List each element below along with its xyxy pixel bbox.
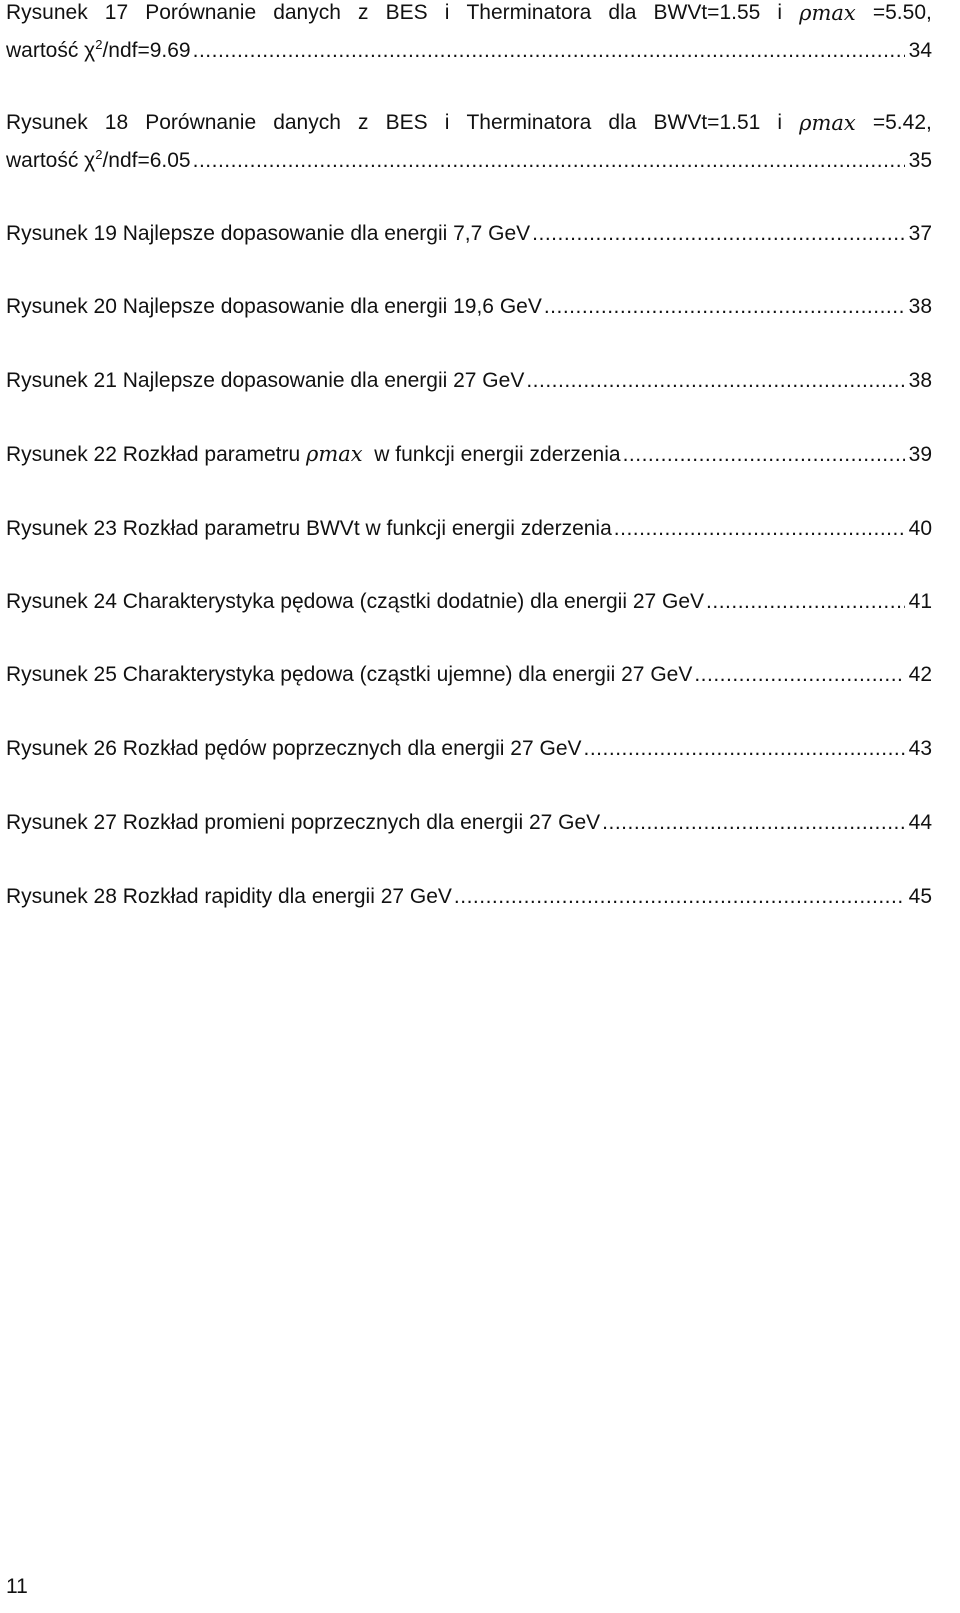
toc-page-number: 40 bbox=[908, 517, 932, 540]
toc-entry-line bbox=[6, 810, 932, 836]
toc-entry-26[interactable] bbox=[6, 736, 932, 762]
toc-entry-text: Rysunek 28 Rozkład rapidity dla energii 27 GeV bbox=[6, 885, 452, 908]
toc-entry-24[interactable] bbox=[6, 589, 932, 615]
toc-word: =5.42, bbox=[872, 111, 932, 134]
toc-word: i bbox=[777, 111, 783, 134]
dot-leader bbox=[532, 221, 904, 247]
dot-leader bbox=[614, 516, 905, 542]
toc-page-number: 35 bbox=[908, 149, 932, 172]
toc-word: BES bbox=[385, 1, 428, 24]
toc-text-part: /ndf=6.05 bbox=[102, 149, 191, 172]
toc-page-number: 37 bbox=[908, 222, 932, 245]
dot-leader bbox=[602, 810, 904, 836]
superscript: 2 bbox=[95, 147, 103, 162]
toc-word: =5.50, bbox=[872, 1, 932, 24]
toc-entry-line bbox=[6, 368, 932, 394]
toc-page-number: 45 bbox=[908, 885, 932, 908]
toc-page-number: 41 bbox=[908, 590, 932, 613]
toc-entry-28[interactable] bbox=[6, 884, 932, 910]
toc-entry-text: Rysunek 23 Rozkład parametru BWVt w funkcji energii zderzenia bbox=[6, 517, 612, 540]
toc-entry-text: Rysunek 27 Rozkład promieni poprzecznych dla energii 27 GeV bbox=[6, 811, 601, 834]
toc-entry-18-line-1 bbox=[6, 110, 932, 136]
toc-word: BES bbox=[385, 111, 428, 134]
dot-leader bbox=[623, 442, 905, 468]
toc-word: 17 bbox=[104, 1, 129, 24]
toc-entry-25[interactable] bbox=[6, 662, 932, 688]
toc-entry-line bbox=[6, 441, 932, 468]
toc-word: Rysunek bbox=[6, 1, 88, 24]
toc-word: dla bbox=[608, 1, 637, 24]
toc-page-number: 34 bbox=[908, 39, 932, 62]
toc-entry-23[interactable] bbox=[6, 516, 932, 542]
toc-word: Porównanie bbox=[145, 1, 257, 24]
toc-page-number: 44 bbox=[908, 811, 932, 834]
toc-entry-text bbox=[6, 148, 191, 174]
toc-entry-text: Rysunek 21 Najlepsze dopasowanie dla energii 27 GeV bbox=[6, 369, 525, 392]
toc-entry-21[interactable] bbox=[6, 368, 932, 394]
toc-page-number: 38 bbox=[908, 295, 932, 318]
toc-word: BWVt=1.51 bbox=[653, 111, 761, 134]
toc-entry-line bbox=[6, 294, 932, 320]
toc-entry-line bbox=[6, 516, 932, 542]
toc-word: dla bbox=[608, 111, 637, 134]
toc-page-number: 38 bbox=[908, 369, 932, 392]
toc-entry-19[interactable] bbox=[6, 221, 932, 247]
dot-leader bbox=[193, 148, 905, 174]
toc-word: i bbox=[777, 1, 783, 24]
toc-page-number: 42 bbox=[908, 663, 932, 686]
toc-entry-text bbox=[6, 38, 191, 64]
toc-word: danych bbox=[273, 1, 341, 24]
toc-text-part: wartość χ bbox=[6, 149, 96, 172]
rho-max-symbol: ρmax bbox=[799, 111, 856, 135]
toc-word: z bbox=[358, 1, 369, 24]
toc-entry-17-line-2 bbox=[6, 38, 932, 64]
toc-entry-text bbox=[6, 441, 621, 468]
toc-entry-18-line-2 bbox=[6, 148, 932, 174]
dot-leader bbox=[454, 884, 905, 910]
toc-text-part: Rysunek 22 Rozkład parametru bbox=[6, 443, 306, 466]
toc-entry-line bbox=[6, 589, 932, 615]
toc-entry-text: Rysunek 24 Charakterystyka pędowa (cząstki dodatnie) dla energii 27 GeV bbox=[6, 590, 705, 613]
toc-entry-20[interactable] bbox=[6, 294, 932, 320]
toc-entry-text: Rysunek 20 Najlepsze dopasowanie dla energii 19,6 GeV bbox=[6, 295, 542, 318]
dot-leader bbox=[584, 736, 905, 762]
dot-leader bbox=[706, 589, 905, 615]
toc-word: i bbox=[444, 1, 450, 24]
toc-word: Therminatora bbox=[466, 1, 592, 24]
toc-word: z bbox=[358, 111, 369, 134]
toc-text-part: wartość χ bbox=[6, 39, 96, 62]
dot-leader bbox=[193, 38, 905, 64]
page-footer-number: 11 bbox=[6, 1575, 28, 1598]
toc-entry-17[interactable] bbox=[6, 0, 932, 64]
toc-word: Therminatora bbox=[466, 111, 592, 134]
toc-entry-text: Rysunek 26 Rozkład pędów poprzecznych dla energii 27 GeV bbox=[6, 737, 582, 760]
rho-max-symbol: ρmax bbox=[305, 442, 363, 466]
toc-entry-text: Rysunek 25 Charakterystyka pędowa (cząstki ujemne) dla energii 27 GeV bbox=[6, 663, 693, 686]
toc-word: danych bbox=[273, 111, 341, 134]
dot-leader bbox=[526, 368, 904, 394]
toc-page-number: 43 bbox=[908, 737, 932, 760]
superscript: 2 bbox=[95, 37, 103, 52]
toc-entry-line bbox=[6, 884, 932, 910]
toc-entry-18[interactable] bbox=[6, 110, 932, 174]
toc-word: i bbox=[444, 111, 450, 134]
toc-entry-text: Rysunek 19 Najlepsze dopasowanie dla energii 7,7 GeV bbox=[6, 222, 531, 245]
toc-text-part: /ndf=9.69 bbox=[102, 39, 191, 62]
toc-word: 18 bbox=[104, 111, 129, 134]
dot-leader bbox=[694, 662, 904, 688]
toc-entry-line bbox=[6, 662, 932, 688]
toc-entry-line bbox=[6, 221, 932, 247]
toc-entry-17-line-1 bbox=[6, 0, 932, 26]
toc-page-number: 39 bbox=[908, 443, 932, 466]
rho-max-symbol: ρmax bbox=[799, 1, 856, 25]
toc-word: BWVt=1.55 bbox=[653, 1, 761, 24]
toc-entry-27[interactable] bbox=[6, 810, 932, 836]
toc-entry-22[interactable] bbox=[6, 441, 932, 468]
toc-word: Porównanie bbox=[145, 111, 257, 134]
toc-entry-line bbox=[6, 736, 932, 762]
dot-leader bbox=[544, 294, 905, 320]
toc-word: Rysunek bbox=[6, 111, 88, 134]
toc-text-part: w funkcji energii zderzenia bbox=[362, 443, 621, 466]
